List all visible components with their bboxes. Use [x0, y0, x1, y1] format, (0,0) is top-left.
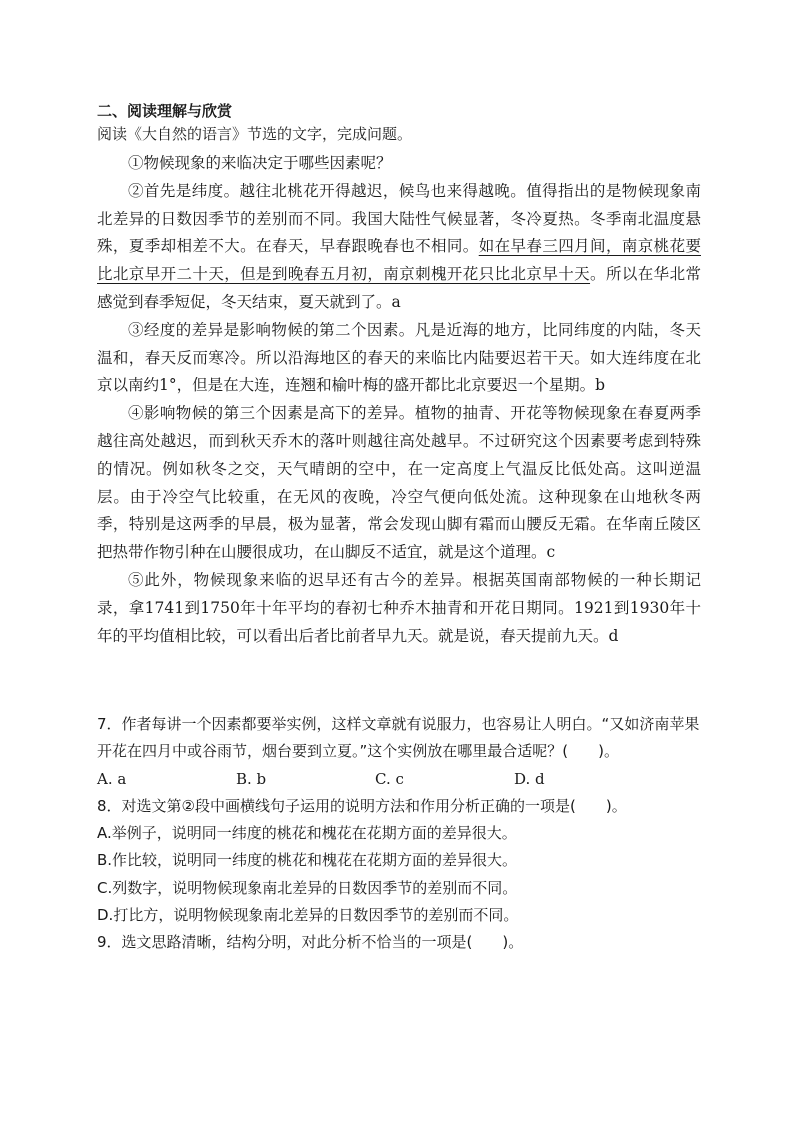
question-7-options	[97, 766, 701, 793]
passage-paragraph-4: ④影响物候的第三个因素是高下的差异。植物的抽青、开花等物候现象在春夏两季越往高处越迟，而到秋天乔木的落叶则越往高处越早。不过研究这个因素要考虑到特殊的情况。例如秋冬之交，天气晴朗的空中，在一定高度上气温反比低处高。这叫逆温层。由于冷空气比较重，在无风的夜晚，冷空气便向低处流。这种现象在山地秋冬两季，特别是这两季的早晨，极为显著，常会发现山脚有霜而山腰反无霜。在华南丘陵区把热带作物引种在山腰很成功，在山脚反不适宜，就是这个道理。c	[97, 404, 701, 562]
question-7-option-a: A. a	[97, 769, 127, 788]
question-7-stem: 7．作者每讲一个因素都要举实例，这样文章就有说服力，也容易让人明白。“又如济南苹果开花在四月中或谷雨节，烟台要到立夏。”这个实例放在哪里最合适呢？( )。	[97, 715, 700, 761]
reading-passage	[97, 150, 701, 650]
question-7-option-d: D. d	[514, 769, 545, 788]
passage-paragraph-3: ③经度的差异是影响物候的第二个因素。凡是近海的地方，比同纬度的内陆，冬天温和，春天反而寒冷。所以沿海地区的春天的来临比内陆要迟若干天。如大连纬度在北京以南约1°，但是在大连，连翘和榆叶梅的盛开都比北京要迟一个星期。b	[97, 320, 701, 395]
question-8-option-b: B.作比较，说明同一纬度的桃花和槐花在花期方面的差异很大。	[97, 851, 518, 870]
passage-paragraph-2-text: ②首先是纬度。越往北桃花开得越迟，候鸟也来得越晚。值得指出的是物候现象南北差异的日数因季节的差别而不同。我国大陆性气候显著，冬冷夏热。冬季南北温度悬殊，夏季却相差不大。在春天，早春跟晚春也不相同。	[97, 181, 701, 256]
passage-paragraph-1: ①物候现象的来临决定于哪些因素呢？	[128, 154, 392, 172]
question-7-option-b: B. b	[236, 769, 267, 788]
question-7-option-c: C. c	[375, 769, 404, 788]
question-8-option-c: C.列数字，说明物候现象南北差异的日数因季节的差别而不同。	[97, 878, 518, 897]
reading-instructions: 阅读《大自然的语言》节选的文字，完成问题。	[97, 125, 413, 143]
underlined-sentence: 如在早春三四月间，南京桃花要比北京早开二十天，但是到晚春五月初，南京刺槐开花只比北京早十天	[97, 237, 701, 284]
passage-paragraph-5: ⑤此外，物候现象来临的迟早还有古今的差异。根据英国南部物候的一种长期记录，拿1741到1750年十年平均的春初七种乔木抽青和开花日期同。1921到1930年十年的平均值相比较，可以看出后者比前者早九天。就是说，春天提前九天。d	[97, 570, 701, 645]
passage-paragraph-2	[97, 178, 701, 317]
question-8-stem: 8．对选文第②段中画横线句子运用的说明方法和作用分析正确的一项是( )。	[97, 796, 627, 815]
question-8-option-d: D.打比方，说明物候现象南北差异的日数因季节的差别而不同。	[97, 906, 519, 925]
section-title: 二、阅读理解与欣赏	[97, 102, 233, 120]
question-section	[97, 711, 701, 957]
question-9-stem: 9．选文思路清晰，结构分明，对此分析不恰当的一项是( )。	[97, 933, 524, 952]
question-8-option-a: A.举例子，说明同一纬度的桃花和槐花在花期方面的差异很大。	[97, 824, 517, 843]
passage-paragraph-2-ending: 。所以在华北常感觉到春季短促，冬天结束，夏天就到了。a	[97, 265, 701, 311]
